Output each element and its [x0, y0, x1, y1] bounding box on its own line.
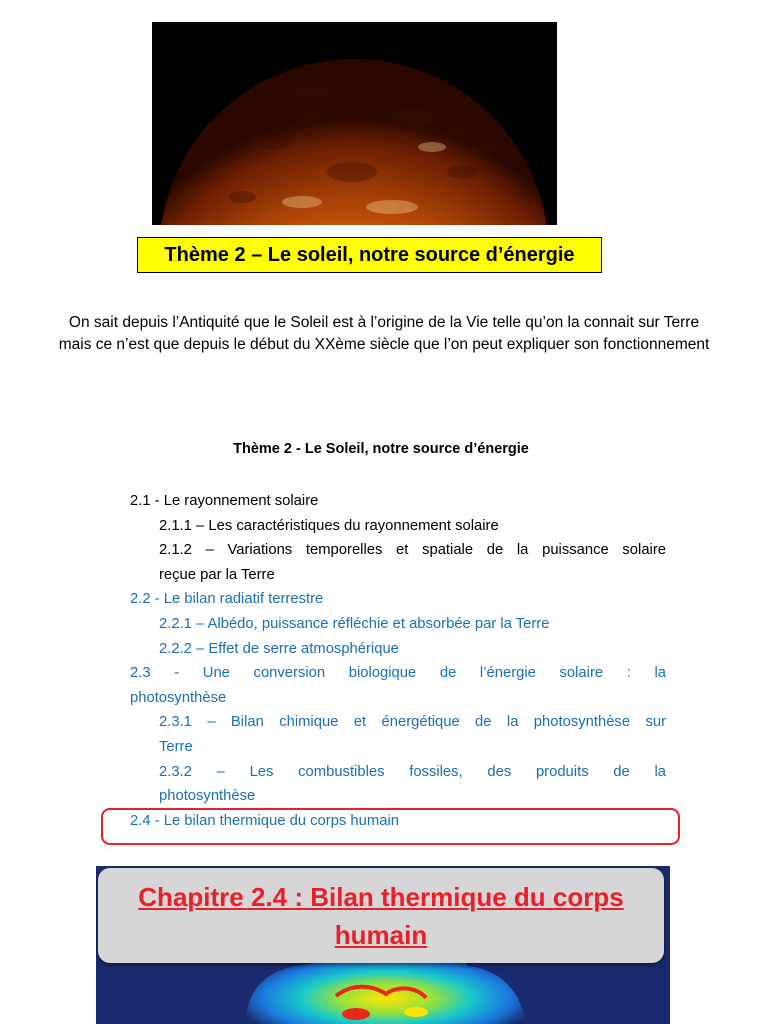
chapter-title-box [98, 868, 664, 963]
toc-item-2-2: 2.2 - Le bilan radiatif terrestre [130, 591, 324, 608]
toc-item-2-3-2-text: 2.3.2 – Les combustibles fossiles, des produits de la [159, 763, 666, 780]
sun-illustration [152, 22, 557, 225]
toc-item-2-1-2-cont: reçue par la Terre [159, 566, 275, 583]
toc-item-2-2-2: 2.2.2 – Effet de serre atmosphérique [159, 640, 399, 657]
toc-item-2-1-2-text: 2.1.2 – Variations temporelles et spatiale de la puissance solaire [159, 542, 666, 559]
chapter-title-line-1: Chapitre 2.4 : Bilan thermique du corps [138, 881, 624, 912]
theme-banner: Thème 2 – Le soleil, notre source d’énergie [137, 237, 602, 273]
toc-title: Thème 2 - Le Soleil, notre source d’énergie [233, 441, 529, 457]
toc-item-2-4: 2.4 - Le bilan thermique du corps humain [130, 812, 399, 829]
toc-item-2-3-2 [130, 760, 666, 809]
chapter-panel [96, 866, 670, 1024]
toc-item-2-3-2-cont: photosynthèse [159, 788, 256, 805]
toc-item-2-1-1: 2.1.1 – Les caractéristiques du rayonnement solaire [159, 517, 499, 534]
intro-paragraph [0, 312, 768, 356]
intro-line-1: On sait depuis l’Antiquité que le Soleil est à l’origine de la Vie telle qu’on la connait sur Terre [68, 314, 700, 331]
toc-highlight-box [101, 808, 680, 845]
sun-image [152, 22, 557, 225]
toc-item-2-1-2 [130, 538, 666, 587]
toc-item-2-3-1 [130, 710, 666, 759]
intro-line-2: mais ce n’est que depuis le début du XXème siècle que l’on peut expliquer son fonctionnement [58, 336, 710, 353]
toc-item-2-3-cont: photosynthèse [130, 689, 227, 706]
toc-item-2-2-1: 2.2.1 – Albédo, puissance réfléchie et absorbée par la Terre [159, 615, 550, 632]
chapter-title-line-2: humain [334, 919, 428, 950]
toc-item-2-3 [130, 661, 666, 710]
toc-item-2-3-1-text: 2.3.1 – Bilan chimique et énergétique de la photosynthèse sur [159, 714, 666, 731]
toc-item-2-3-text: 2.3 - Une conversion biologique de l’énergie solaire : la [130, 665, 666, 682]
toc-item-2-1: 2.1 - Le rayonnement solaire [130, 493, 319, 509]
table-of-contents [130, 489, 666, 833]
toc-item-2-3-1-cont: Terre [159, 738, 193, 755]
